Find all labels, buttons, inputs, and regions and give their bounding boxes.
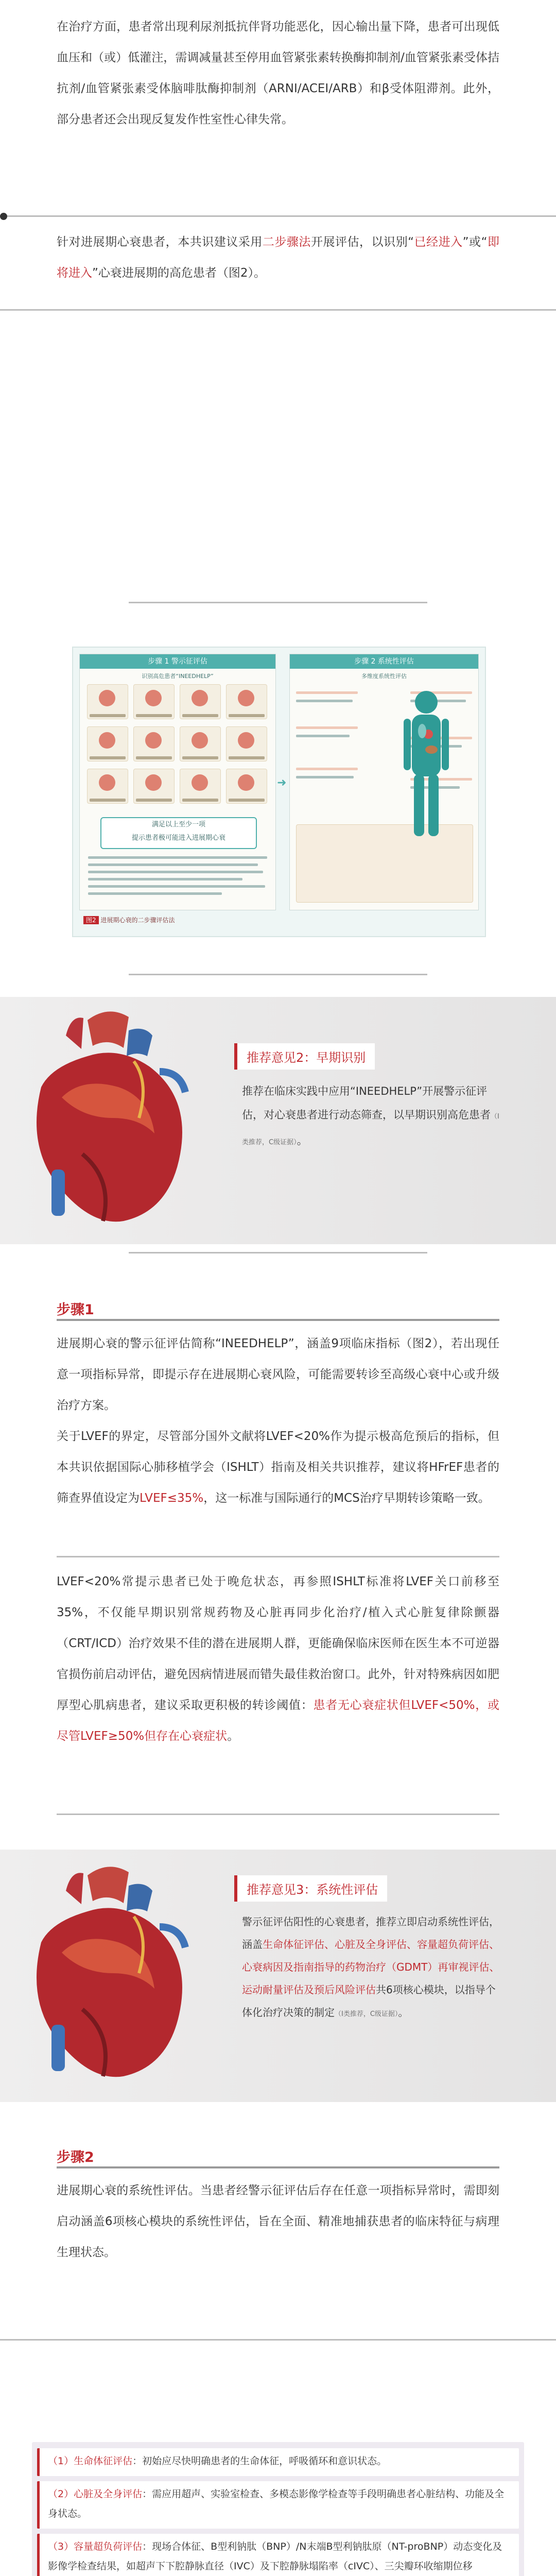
figure-two-step-assessment bbox=[72, 647, 486, 937]
figure-text-line bbox=[88, 885, 265, 888]
figure-step2-header: 步骤 2 系统性评估 bbox=[290, 654, 478, 669]
warning-sign-tile bbox=[180, 769, 221, 804]
step1-threshold-paragraph: LVEF<20%常提示患者已处于晚危状态，再参照ISHLT标准将LVEF关口前移至35%，不仅能早期识别常规药物及心脏再同步化治疗/植入式心脏复律除颤器（CRT/ICD）治疗效果不佳的潜在进展期人群，更能确保临床医师在医生本不可逆器官损伤前启动评估，避免因病情进展而错失最佳救治窗口。此外，针对特殊病因如肥厚型心肌病患者，建议采取更积极的转诊阈值：患者无心衰症状但LVEF<50%，或尽管LVEF≥50%但存在心衰症状。 bbox=[57, 1575, 500, 1743]
warning-sign-tile bbox=[226, 769, 267, 804]
figure-step1-subtitle: 识别高危患者“INEEDHELP” bbox=[142, 673, 214, 680]
step-heading: 步骤1 bbox=[57, 1302, 94, 1318]
step2-paragraph: 进展期心衰的系统性评估。当患者经警示征评估后存在任意一项指标异常时，需即刻启动涵盖6项核心模块的系统性评估，旨在全面、精准地捕获患者的临床特征与病理生理状态。 bbox=[57, 2184, 499, 2259]
warning-sign-tile bbox=[87, 726, 128, 761]
step-heading: 步骤2 bbox=[57, 2149, 94, 2165]
figure-text-line bbox=[88, 863, 258, 866]
recommendation-text: 警示征评估阳性的心衰患者，推荐立即启动系统性评估，涵盖生命体征评估、心脏及全身评估、容量超负荷评估、心衰病因及指南指导的药物治疗（GDMT）再审视评估、运动耐量评估及预后风险评估共6项核心模块，以指导个体化治疗决策的制定（Ⅰ类推荐，C级证据）。 bbox=[242, 1916, 500, 2019]
recommendation-text: 推荐在临床实践中应用“INEEDHELP”开展警示征评估，对心衰患者进行动态筛查，以早期识别高危患者（Ⅰ类推荐，C级证据）。 bbox=[242, 1085, 499, 1147]
divider bbox=[0, 2339, 556, 2341]
figure-step1-header: 步骤 1 警示征评估 bbox=[80, 654, 275, 669]
recommendation-title: 推荐意见3：系统性评估 bbox=[247, 1883, 378, 1897]
figure-step2-subtitle: 多维度系统性评估 bbox=[361, 673, 407, 680]
figure-step1-conclusion: 满足以上至少一项 提示患者极可能进入进展期心衰 bbox=[100, 817, 257, 849]
human-body-icon bbox=[402, 688, 451, 842]
divider-short bbox=[129, 1252, 427, 1253]
two-step-paragraph: 针对进展期心衰患者，本共识建议采用二步骤法开展评估，以识别“已经进入”或“即将进入”心衰进展期的高危患者（图2）。 bbox=[57, 235, 500, 280]
step1-lvef-paragraph: 关于LVEF的界定，尽管部分国外文献将LVEF<20%作为提示极高危预后的指标，但本共识依据国际心肺移植学会（ISHLT）指南及相关共识推荐，建议将HFrEF患者的筛查界值设定为LVEF≤35%，这一标准与国际通行的MCS治疗早期转诊策略一致。 bbox=[57, 1430, 499, 1505]
warning-sign-tile bbox=[226, 684, 267, 719]
divider bbox=[0, 309, 556, 311]
warning-sign-tile bbox=[133, 684, 175, 719]
divider bbox=[0, 215, 556, 217]
recommendation-title: 推荐意见2：早期识别 bbox=[247, 1050, 366, 1065]
arrow-right-icon: ➜ bbox=[277, 776, 287, 789]
figure-text-line bbox=[296, 776, 354, 778]
divider-dot bbox=[0, 213, 7, 220]
figure-text-line bbox=[88, 856, 267, 859]
list-item: （2）心脏及全身评估：需应用超声、实验室检查、多模态影像学检查等手段明确患者心脏结构、功能及全身状态。 bbox=[37, 2481, 519, 2529]
warning-sign-tile bbox=[133, 769, 175, 804]
figure-text-line bbox=[296, 735, 350, 737]
step-underline bbox=[57, 2166, 499, 2168]
warning-sign-tile bbox=[226, 726, 267, 761]
heart-illustration bbox=[5, 999, 196, 1242]
divider bbox=[57, 1556, 499, 1557]
divider bbox=[57, 1814, 499, 1815]
figure-text-line bbox=[296, 700, 353, 702]
warning-sign-tile bbox=[180, 726, 221, 761]
warning-sign-tile bbox=[180, 684, 221, 719]
divider-short bbox=[129, 974, 427, 975]
recommendation-title-box bbox=[234, 1043, 375, 1070]
figure-text-line bbox=[88, 878, 242, 880]
recommendation-title-box bbox=[234, 1875, 387, 1902]
figure-step1-panel bbox=[79, 654, 276, 910]
warning-sign-tile bbox=[133, 726, 175, 761]
figure-caption: 图2 进展期心衰的二步骤评估法 bbox=[83, 916, 175, 924]
figure-text-line bbox=[296, 691, 358, 694]
divider-short bbox=[129, 602, 427, 603]
figure-text-line bbox=[88, 871, 263, 873]
intro-paragraph: 在治疗方面，患者常出现利尿剂抵抗伴肾功能恶化，因心输出量下降，患者可出现低血压和（或）低灌注，需调减量甚至停用血管紧张素转换酶抑制剂/血管紧张素受体拮抗剂/血管紧张素受体脑啡肽酶抑制剂（ARNI/ACEI/ARB）和β受体阻滞剂。此外，部分患者还会出现反复发作性室性心律失常。 bbox=[57, 20, 499, 126]
figure-text-line bbox=[296, 768, 358, 770]
list-item: （1）生命体征评估：初始应尽快明确患者的生命体征，呼吸循环和意识状态。 bbox=[37, 2448, 519, 2476]
figure-text-line bbox=[88, 892, 222, 895]
list-item: （3）容量超负荷评估：现场合体征、B型利钠肽（BNP）/N末端B型利钠肽原（NT-proBNP）动态变化及影像学检查结果，如超声下下腔静脉直径（IVC）及下腔静脉塌陷率（cIVC）、三尖瓣环收缩期位移 bbox=[37, 2534, 519, 2576]
warning-sign-tile bbox=[87, 769, 128, 804]
warning-sign-tile bbox=[87, 684, 128, 719]
heart-illustration bbox=[5, 1855, 196, 2097]
step-underline bbox=[57, 1319, 499, 1321]
step1-paragraph: 进展期心衰的警示征评估简称“INEEDHELP”，涵盖9项临床指标（图2），若出现任意一项指标异常，即提示存在进展期心衰风险，可能需要转诊至高级心衰中心或升级治疗方案。 bbox=[57, 1337, 499, 1412]
figure-text-line bbox=[296, 726, 358, 729]
